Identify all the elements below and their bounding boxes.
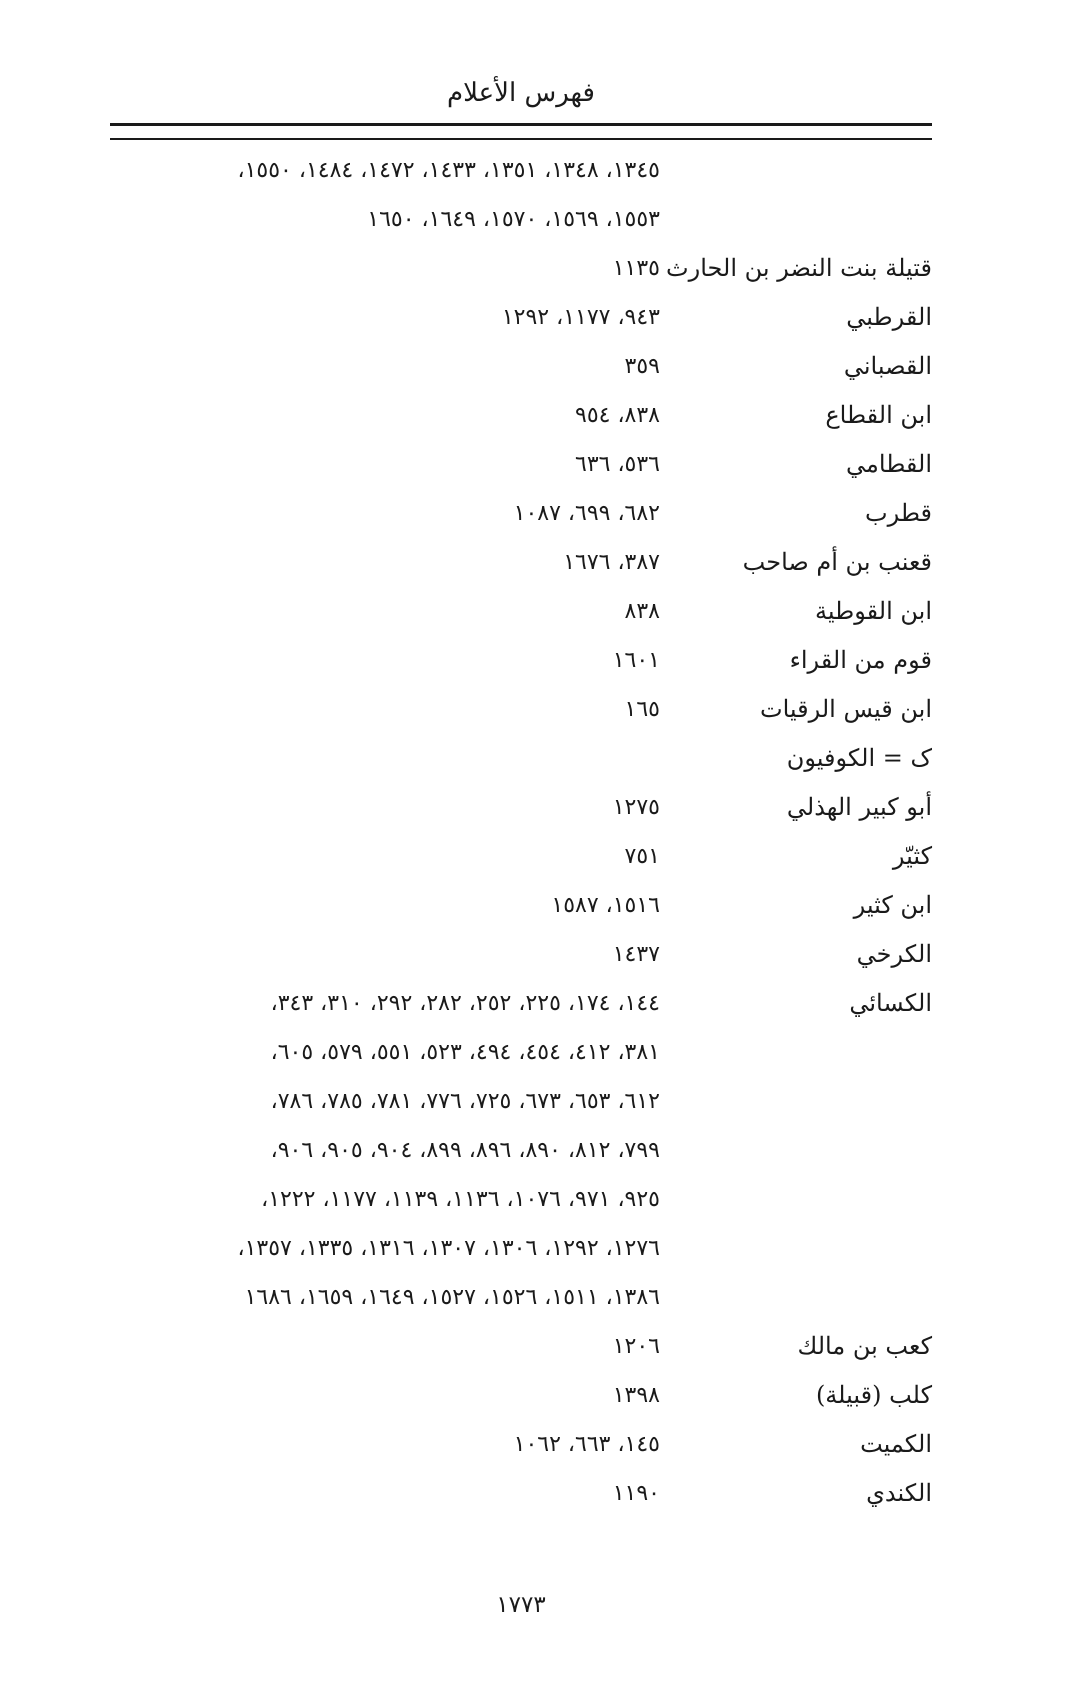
entry-pages: ٩٢٥، ٩٧١، ١٠٧٦، ١١٣٦، ١١٣٩، ١١٧٧، ١٢٢٢، [261, 1187, 660, 1212]
index-entry [110, 1273, 932, 1322]
index-entry [110, 1126, 932, 1175]
index-entry [110, 1420, 932, 1469]
index-entry [110, 734, 932, 783]
entry-pages: ٣٨٧، ١٦٧٦ [563, 550, 660, 575]
index-entry [110, 1224, 932, 1273]
entry-pages: ٨٣٨، ٩٥٤ [575, 403, 660, 428]
entry-pages: ٩٤٣، ١١٧٧، ١٢٩٢ [501, 305, 660, 330]
entry-pages: ٦٨٢، ٦٩٩، ١٠٨٧ [513, 501, 660, 526]
entry-name: الكسائي [849, 989, 932, 1017]
entry-pages: ١٥١٦، ١٥٨٧ [551, 893, 660, 918]
index-entry [110, 489, 932, 538]
entry-pages: ١٣٩٨ [612, 1383, 660, 1408]
index-entry [110, 783, 932, 832]
index-entry [110, 832, 932, 881]
entry-pages: ٧٥١ [624, 844, 660, 869]
index-entry [110, 881, 932, 930]
entry-name: الكميت [860, 1430, 932, 1458]
entry-name: القصباني [843, 352, 932, 380]
index-entry [110, 440, 932, 489]
entry-name: كثيّر [892, 842, 932, 870]
entry-pages: ١٤٤، ١٧٤، ٢٢٥، ٢٥٢، ٢٨٢، ٢٩٢، ٣١٠، ٣٤٣، [270, 991, 660, 1016]
entry-pages: ١٦٥ [624, 697, 660, 722]
index-entry [110, 1028, 932, 1077]
entry-pages: ٥٣٦، ٦٣٦ [575, 452, 660, 477]
index-entry [110, 342, 932, 391]
entry-name: أبو كبير الهذلي [786, 793, 932, 821]
entry-name: قطرب [865, 499, 932, 527]
entry-name: ابن القطاع [825, 401, 932, 429]
entry-pages: ٣٥٩ [624, 354, 660, 379]
index-entry [110, 391, 932, 440]
index-entry [110, 1469, 932, 1518]
entry-pages: ١٢٠٦ [612, 1334, 660, 1359]
index-entry [110, 685, 932, 734]
index-entry [110, 538, 932, 587]
entry-pages: ١٣٤٥، ١٣٤٨، ١٣٥١، ١٤٣٣، ١٤٧٢، ١٤٨٤، ١٥٥٠، [237, 158, 660, 183]
entry-pages: ١٣٨٦، ١٥١١، ١٥٢٦، ١٥٢٧، ١٦٤٩، ١٦٥٩، ١٦٨٦ [244, 1285, 660, 1310]
entry-name: القطامي [846, 450, 932, 478]
entry-pages: ٨٣٨ [624, 599, 660, 624]
entry-name: ابن قيس الرقيات [759, 695, 932, 723]
index-entry [110, 1322, 932, 1371]
index-entry [110, 1077, 932, 1126]
index-list [110, 146, 932, 1518]
index-entry [110, 587, 932, 636]
entry-name: ابن القوطية [815, 597, 932, 625]
entry-pages: ٣٨١، ٤١٢، ٤٥٤، ٤٩٤، ٥٢٣، ٥٥١، ٥٧٩، ٦٠٥، [270, 1040, 660, 1065]
index-entry [110, 930, 932, 979]
entry-pages: ١٤٣٧ [612, 942, 660, 967]
entry-pages: ١٥٥٣، ١٥٦٩، ١٥٧٠، ١٦٤٩، ١٦٥٠ [367, 207, 660, 232]
entry-pages: ١١٩٠ [612, 1481, 660, 1506]
entry-name: الكندي [866, 1479, 932, 1507]
index-entry [110, 244, 932, 293]
entry-name: كلب (قبيلة) [815, 1381, 932, 1409]
index-entry [110, 979, 932, 1028]
entry-pages: ١٤٥، ٦٦٣، ١٠٦٢ [513, 1432, 660, 1457]
running-head: فهرس الأعلام [447, 78, 595, 108]
index-entry [110, 195, 932, 244]
index-entry [110, 146, 932, 195]
index-entry [110, 1371, 932, 1420]
entry-name: الكرخي [856, 940, 932, 968]
entry-name: قعنب بن أم صاحب [742, 548, 932, 576]
page-number: ١٧٧٣ [496, 1592, 546, 1618]
entry-name: قوم من القراء [789, 646, 932, 674]
entry-pages: ١٦٠١ [612, 648, 660, 673]
header-rule-thick [110, 123, 932, 126]
entry-name: كعب بن مالك [797, 1332, 932, 1360]
entry-pages: ٧٩٩، ٨١٢، ٨٩٠، ٨٩٦، ٨٩٩، ٩٠٤، ٩٠٥، ٩٠٦، [270, 1138, 660, 1163]
entry-pages: ١١٣٥ [612, 256, 660, 281]
header-rule-thin [110, 138, 932, 140]
entry-pages: ١٢٧٦، ١٢٩٢، ١٣٠٦، ١٣٠٧، ١٣١٦، ١٣٣٥، ١٣٥٧، [237, 1236, 660, 1261]
entry-name: القرطبي [846, 303, 932, 331]
index-entry [110, 636, 932, 685]
entry-pages: ١٢٧٥ [612, 795, 660, 820]
entry-name: ک = الکوفیون [786, 744, 932, 772]
entry-pages: ٦١٢، ٦٥٣، ٦٧٣، ٧٢٥، ٧٧٦، ٧٨١، ٧٨٥، ٧٨٦، [270, 1089, 660, 1114]
index-entry [110, 293, 932, 342]
entry-name: قتيلة بنت النضر بن الحارث [666, 254, 932, 282]
entry-name: ابن كثير [853, 891, 932, 919]
index-entry [110, 1175, 932, 1224]
